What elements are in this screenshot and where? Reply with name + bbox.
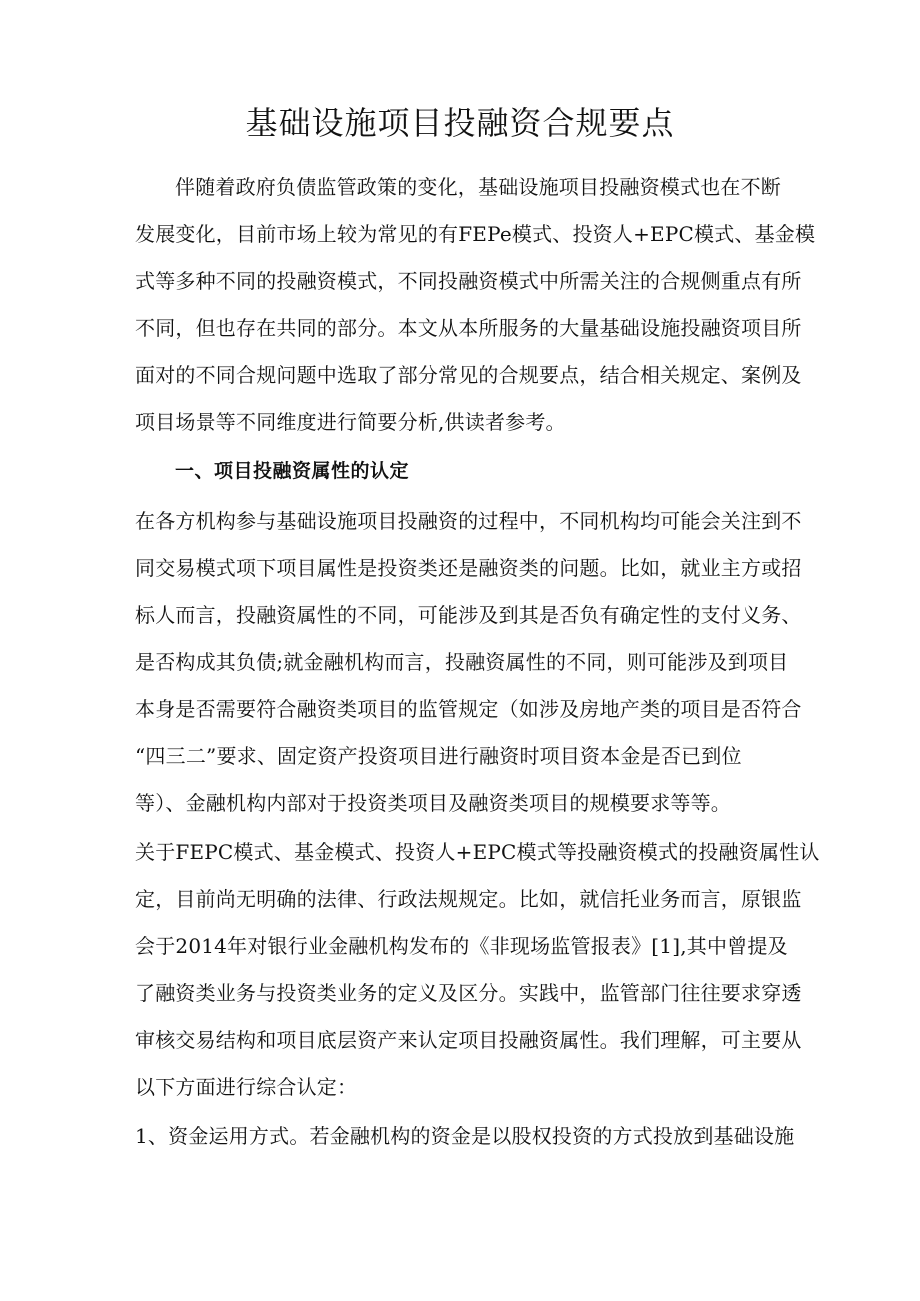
paragraph-line: 了融资类业务与投资类业务的定义及区分。实践中，监管部门往往要求穿透 (135, 981, 802, 1005)
paragraph-line: 伴随着政府负债监管政策的变化，基础设施项目投融资模式也在不断 (175, 175, 781, 199)
document-title: 基础设施项目投融资合规要点 (245, 104, 675, 142)
paragraph-line: 关于FEPC模式、基金模式、投资人+EPC模式等投融资模式的投融资属性认 (135, 840, 820, 864)
paragraph-line: 标人而言，投融资属性的不同，可能涉及到其是否负有确定性的支付义务、 (135, 603, 802, 627)
paragraph-line: 面对的不同合规问题中选取了部分常见的合规要点，结合相关规定、案例及 (135, 363, 802, 387)
paragraph-line: 等）、金融机构内部对于投资类项目及融资类项目的规模要求等等。 (135, 791, 731, 815)
paragraph-line: 审核交易结构和项目底层资产来认定项目投融资属性。我们理解，可主要从 (135, 1028, 802, 1052)
paragraph-line: “四三二”要求、固定资产投资项目进行融资时项目资本金是否已到位 (135, 744, 742, 768)
paragraph-line: 定，目前尚无明确的法律、行政法规规定。比如，就信托业务而言，原银监 (135, 887, 802, 911)
section-heading: 一、项目投融资属性的认定 (175, 460, 410, 482)
paragraph-line: 在各方机构参与基础设施项目投融资的过程中，不同机构均可能会关注到不 (135, 509, 802, 533)
paragraph-line: 不同，但也存在共同的部分。本文从本所服务的大量基础设施投融资项目所 (135, 316, 802, 340)
paragraph-line: 会于2014年对银行业金融机构发布的《非现场监管报表》[1],其中曾提及 (135, 934, 788, 958)
paragraph-line: 同交易模式项下项目属性是投资类还是融资类的问题。比如，就业主方或招 (135, 556, 802, 580)
paragraph-line: 项目场景等不同维度进行简要分析,供读者参考。 (135, 410, 566, 434)
paragraph-line: 是否构成其负债;就金融机构而言，投融资属性的不同，则可能涉及到项目 (135, 650, 789, 674)
paragraph-line: 式等多种不同的投融资模式，不同投融资模式中所需关注的合规侧重点有所 (135, 269, 802, 293)
paragraph-line: 发展变化，目前市场上较为常见的有FEPe模式、投资人+EPC模式、基金模 (135, 222, 816, 246)
paragraph-line: 本身是否需要符合融资类项目的监管规定（如涉及房地产类的项目是否符合 (135, 697, 802, 721)
paragraph-line: 以下方面进行综合认定： (135, 1075, 358, 1099)
paragraph-line: 1、资金运用方式。若金融机构的资金是以股权投资的方式投放到基础设施 (135, 1124, 795, 1148)
